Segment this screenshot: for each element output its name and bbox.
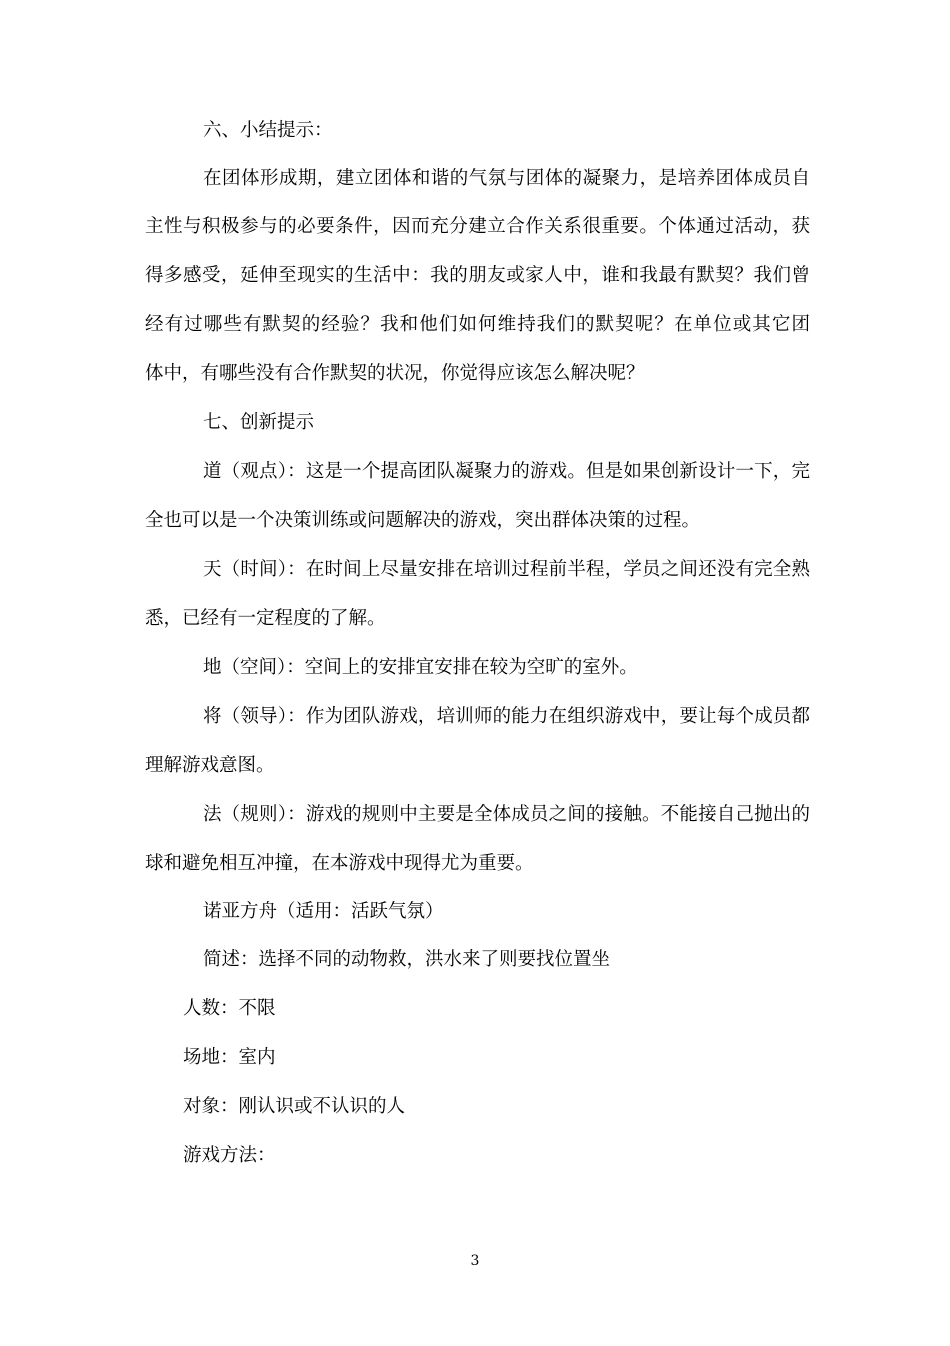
paragraph-line: 得多感受，延伸至现实的生活中：我的朋友或家人中，谁和我最有默契？我们曾 [145,265,810,286]
paragraph-line: 经有过哪些有默契的经验？我和他们如何维持我们的默契呢？在单位或其它团 [145,314,810,335]
game-method-heading: 游戏方法： [183,1145,276,1166]
game-venue: 场地：室内 [183,1047,276,1068]
paragraph-line: 在团体形成期，建立团体和谐的气氛与团体的凝聚力，是培养团体成员自 [203,168,810,189]
heading-summary-tips: 六、小结提示： [203,120,333,141]
paragraph-line: 理解游戏意图。 [145,755,275,776]
game-summary: 简述：选择不同的动物救，洪水来了则要找位置坐 [203,949,611,970]
paragraph-line: 球和避免相互冲撞，在本游戏中现得尤为重要。 [145,853,534,874]
game-audience: 对象：刚认识或不认识的人 [183,1096,406,1117]
paragraph-line: 全也可以是一个决策训练或问题解决的游戏，突出群体决策的过程。 [145,510,701,531]
paragraph-line: 地（空间）：空间上的安排宜安排在较为空旷的室外。 [203,657,638,678]
paragraph-line: 悉，已经有一定程度的了解。 [145,608,386,629]
paragraph-line: 将（领导）：作为团队游戏，培训师的能力在组织游戏中，要让每个成员都 [203,706,810,727]
game-players: 人数：不限 [183,998,276,1019]
paragraph-line: 天（时间）：在时间上尽量安排在培训过程前半程，学员之间还没有完全熟 [203,559,810,580]
paragraph-line: 体中，有哪些没有合作默契的状况，你觉得应该怎么解决呢？ [145,363,645,384]
paragraph-line: 主性与积极参与的必要条件，因而充分建立合作关系很重要。个体通过活动，获 [145,216,810,237]
paragraph-line: 道（观点）：这是一个提高团队凝聚力的游戏。但是如果创新设计一下，完 [203,461,810,482]
heading-innovation-tips: 七、创新提示 [203,412,315,433]
page-number: 3 [470,1253,480,1269]
game-title: 诺亚方舟（适用：活跃气氛） [203,901,444,922]
paragraph-line: 法（规则）：游戏的规则中主要是全体成员之间的接触。不能接自己抛出的 [203,804,810,825]
